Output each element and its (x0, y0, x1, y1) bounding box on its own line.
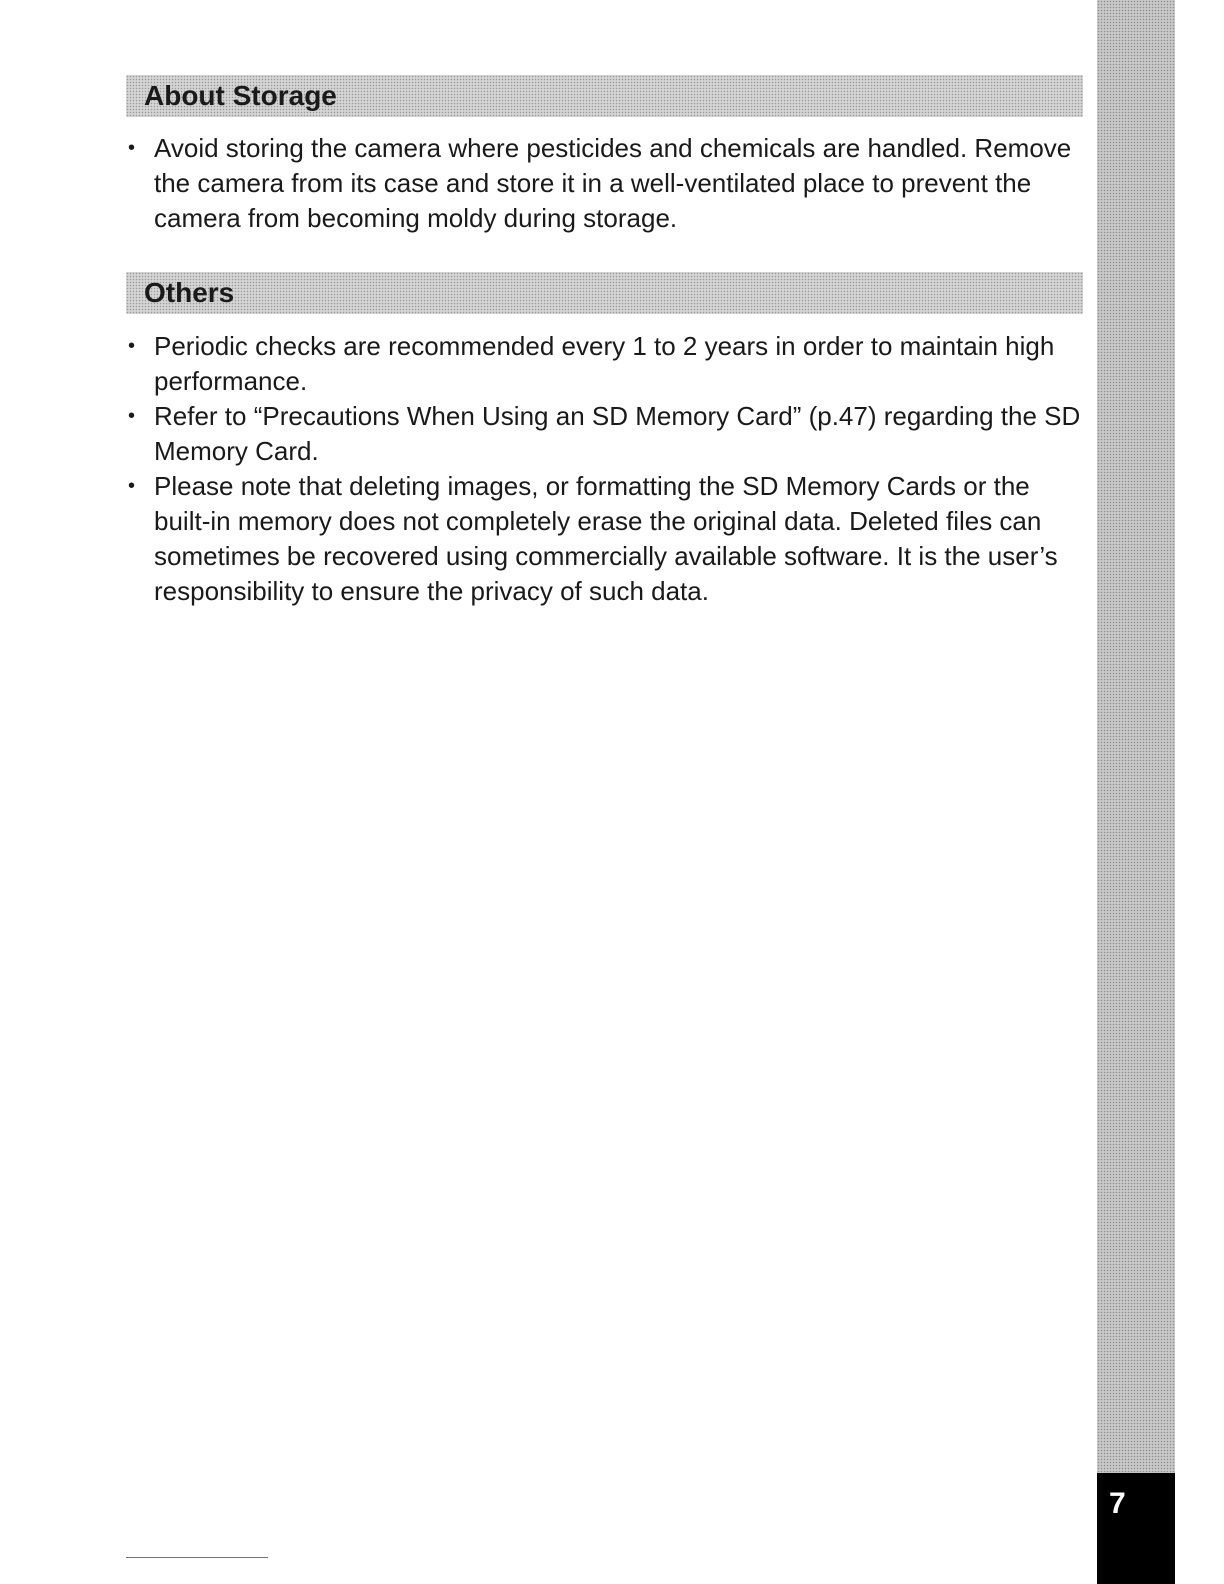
side-tab (1097, 0, 1175, 1584)
bullet-icon: • (128, 405, 136, 427)
section-title: Others (144, 277, 235, 308)
list-item-text: Refer to “Precautions When Using an SD Memory Card” (p.47) regarding the SD Memory Card. (154, 401, 1081, 466)
list-item (126, 399, 1086, 469)
list-item-text: Avoid storing the camera where pesticides and chemicals are handled. Remove the camera from its case and store it in a well-ventilated place to prevent the camera from becoming moldy during storage. (154, 133, 1072, 233)
list-item (126, 469, 1086, 609)
bullet-icon: • (128, 335, 136, 357)
section-header-others (126, 272, 1083, 314)
list-item-text: Periodic checks are recommended every 1 to 2 years in order to maintain high performance. (154, 331, 1055, 396)
footer-rule (126, 1557, 268, 1558)
list-item (126, 131, 1086, 236)
list-item-text: Please note that deleting images, or formatting the SD Memory Cards or the built-in memory does not completely erase the original data. Deleted files can sometimes be recovered using commercially available software. It is the user’s responsibility to ensure the privacy of such data. (154, 471, 1058, 606)
page-number: 7 (1109, 1487, 1126, 1520)
about-storage-list (126, 131, 1086, 236)
section-header-about-storage (126, 75, 1083, 117)
bullet-icon: • (128, 137, 136, 159)
section-title: About Storage (144, 80, 337, 111)
bullet-icon: • (128, 475, 136, 497)
page-number-box (1097, 1473, 1175, 1584)
list-item (126, 329, 1086, 399)
others-list (126, 329, 1086, 609)
